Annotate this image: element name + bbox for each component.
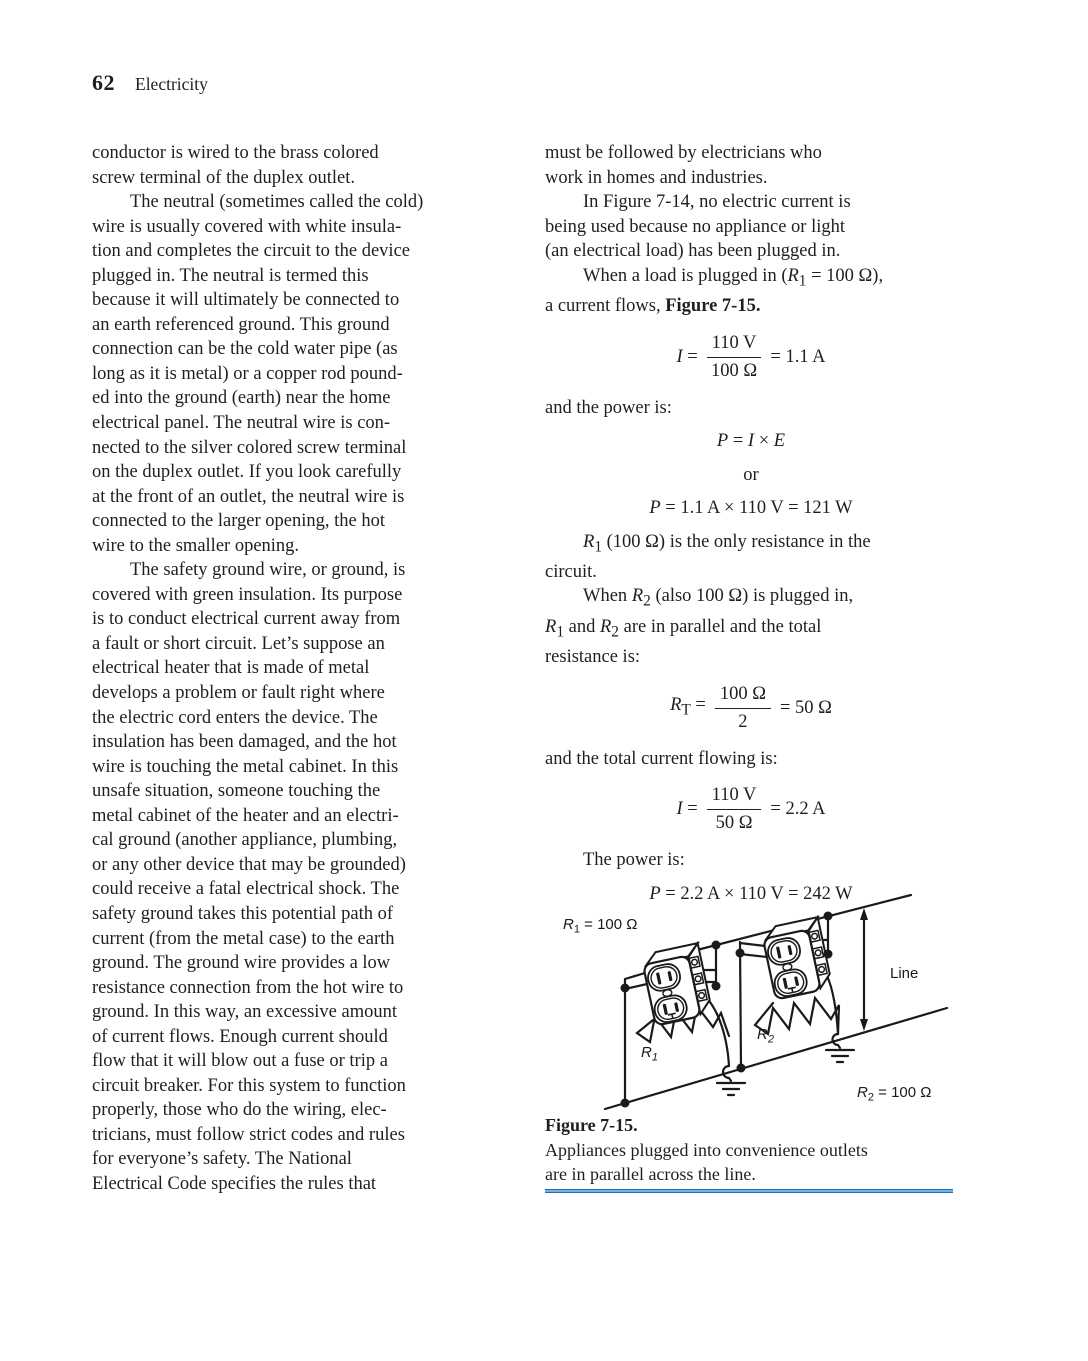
equation-fraction — [545, 784, 957, 835]
text-line: of current flows. Enough current should — [92, 1026, 388, 1047]
text-line: plugged in. The neutral is termed this — [92, 265, 369, 286]
text-line: wire is usually covered with white insula- — [92, 216, 402, 237]
text-line: Electrical Code specifies the rules that — [92, 1173, 377, 1194]
fraction — [707, 332, 762, 383]
figure-caption-line: are in parallel across the line. — [545, 1164, 756, 1184]
equation-lhs: I = — [676, 799, 698, 820]
text-line: electrical panel. The neutral wire is con- — [92, 413, 391, 434]
text-line: When $R_2$ (also 100 Ω) is plugged in, — [583, 586, 854, 611]
duplex-outlet-1 — [641, 943, 713, 1025]
text-line: conductor is wired to the brass colored — [92, 143, 379, 163]
label-line: Line — [890, 965, 919, 982]
figure-caption-title: Figure 7-15. — [545, 1115, 638, 1135]
label-r1-value: $R_1 = 100$ Ω — [563, 916, 638, 936]
fraction-denominator: 2 — [738, 711, 748, 732]
line-arrow — [860, 908, 868, 1031]
text-line: for everyone’s safety. The National — [92, 1149, 352, 1170]
label-r2-value: $R_2 = 100$ Ω — [857, 1084, 932, 1104]
right-column — [545, 141, 957, 1184]
text-line: the electric cord enters the device. The — [92, 707, 378, 728]
equation: P = I × E — [716, 431, 786, 452]
equation: P = 1.1 A × 110 V = 121 W — [649, 498, 853, 519]
fraction — [715, 683, 771, 734]
figure-7-15-diagram — [545, 887, 957, 1123]
equation-fraction — [545, 683, 957, 734]
text-line: must be followed by electricians who — [545, 143, 822, 163]
text-line: screw terminal of the duplex outlet. — [92, 167, 356, 188]
text-line: tion and completes the circuit to the device — [92, 241, 410, 262]
duplex-outlet-2 — [761, 917, 833, 999]
text-line: unsafe situation, someone touching the — [92, 781, 381, 802]
arrowhead-down-icon — [860, 1019, 868, 1031]
text-line: a fault or short circuit. Let’s suppose an — [92, 633, 385, 654]
text-line: on the duplex outlet. If you look carefully — [92, 462, 402, 483]
text-line: properly, those who do the wiring, elec- — [92, 1100, 387, 1121]
right-column-text — [545, 141, 957, 906]
equation-rhs: = 1.1 A — [770, 346, 826, 367]
text-line: In Figure 7-14, no electric current is — [583, 192, 851, 213]
text-line: and the total current flowing is: — [545, 748, 778, 769]
section-divider-rule — [545, 1189, 953, 1193]
text-line: being used because no appliance or light — [545, 216, 846, 237]
text-line: work in homes and industries. — [545, 167, 768, 188]
fraction — [707, 784, 762, 835]
figure-caption — [545, 1113, 957, 1187]
equation: P = 2.2 A × 110 V = 242 W — [649, 883, 853, 904]
left-column — [92, 141, 512, 1197]
arrowhead-up-icon — [860, 908, 868, 920]
text-line: nected to the silver colored screw terminal — [92, 437, 407, 458]
text-line: is to conduct electrical current away from — [92, 609, 401, 630]
equation-lhs: $R_T$ = — [670, 694, 706, 719]
text-line: tricians, must follow strict codes and rules — [92, 1124, 405, 1145]
text-line: cal ground (another appliance, plumbing, — [92, 830, 398, 851]
text-line: ed into the ground (earth) near the home — [92, 388, 391, 409]
text-line: (an electrical load) has been plugged in. — [545, 241, 841, 262]
text-line: a current flows, Figure 7-15. — [545, 295, 761, 316]
chapter-title: Electricity — [135, 74, 208, 94]
page-number: 62 — [92, 70, 115, 95]
ground-symbol-2 — [826, 1050, 854, 1062]
text-line: connection can be the cold water pipe (as — [92, 339, 398, 360]
text-line: metal cabinet of the heater and an electri- — [92, 805, 399, 826]
text-line: circuit breaker. For this system to function — [92, 1075, 406, 1096]
fraction-denominator: 50 Ω — [715, 813, 753, 834]
text-line: $R_1$ (100 Ω) is the only resistance in the — [583, 531, 871, 556]
text-line: at the front of an outlet, the neutral wire is — [92, 486, 405, 507]
text-line: resistance connection from the hot wire to — [92, 977, 404, 998]
ground-symbol-1 — [717, 1083, 745, 1095]
text-line: insulation has been damaged, and the hot — [92, 732, 397, 753]
equation-lhs: I = — [676, 346, 698, 367]
figure-caption-line: Appliances plugged into convenience outlets — [545, 1139, 868, 1160]
text-line: current (from the metal case) to the earth — [92, 928, 395, 949]
text-line: connected to the larger opening, the hot — [92, 511, 385, 532]
equation-rhs: = 50 Ω — [779, 697, 832, 718]
equation-rhs: = 2.2 A — [770, 799, 826, 820]
label-r1-tag: $R_1$ — [641, 1044, 658, 1064]
fraction-numerator: 110 V — [707, 332, 762, 358]
text-line: The safety ground wire, or ground, is — [130, 560, 406, 581]
text-line: long as it is metal) or a copper rod pound- — [92, 363, 403, 384]
text-line: circuit. — [545, 561, 597, 582]
text-line: $R_1$ and $R_2$ are in parallel and the total — [545, 616, 822, 641]
text-line: covered with green insulation. Its purpose — [92, 584, 403, 605]
label-r2-tag: $R_2$ — [757, 1026, 774, 1046]
text-line: When a load is plugged in ($R_1 = 100$ Ω), — [583, 265, 884, 290]
page-header — [92, 70, 208, 96]
parallel-outlets-circuit — [545, 887, 957, 1123]
fraction-denominator: 100 Ω — [710, 360, 758, 381]
text-line: develops a problem or fault right where — [92, 683, 385, 704]
text-line: ground. In this way, an excessive amount — [92, 1002, 398, 1023]
equation-fraction — [545, 332, 957, 383]
fraction-numerator: 100 Ω — [715, 683, 771, 709]
text-line: resistance is: — [545, 646, 641, 667]
text-line: electrical heater that is made of metal — [92, 658, 370, 679]
fraction-numerator: 110 V — [707, 784, 762, 810]
text-line: could receive a fatal electrical shock. The — [92, 879, 400, 900]
text-line: flow that it will blow out a fuse or trip a — [92, 1051, 388, 1072]
text-line: an earth referenced ground. This ground — [92, 314, 390, 335]
text-line: and the power is: — [545, 397, 672, 418]
text-line: safety ground takes this potential path of — [92, 903, 394, 924]
text-line: or any other device that may be grounded) — [92, 854, 406, 875]
text-line: because it will ultimately be connected to — [92, 290, 400, 311]
text-line: ground. The ground wire provides a low — [92, 953, 391, 974]
text-line: wire is touching the metal cabinet. In this — [92, 756, 399, 777]
text-line: wire to the smaller opening. — [92, 535, 300, 556]
equation: or — [743, 464, 759, 485]
text-line: The neutral (sometimes called the cold) — [130, 192, 424, 213]
text-line: The power is: — [583, 850, 685, 871]
